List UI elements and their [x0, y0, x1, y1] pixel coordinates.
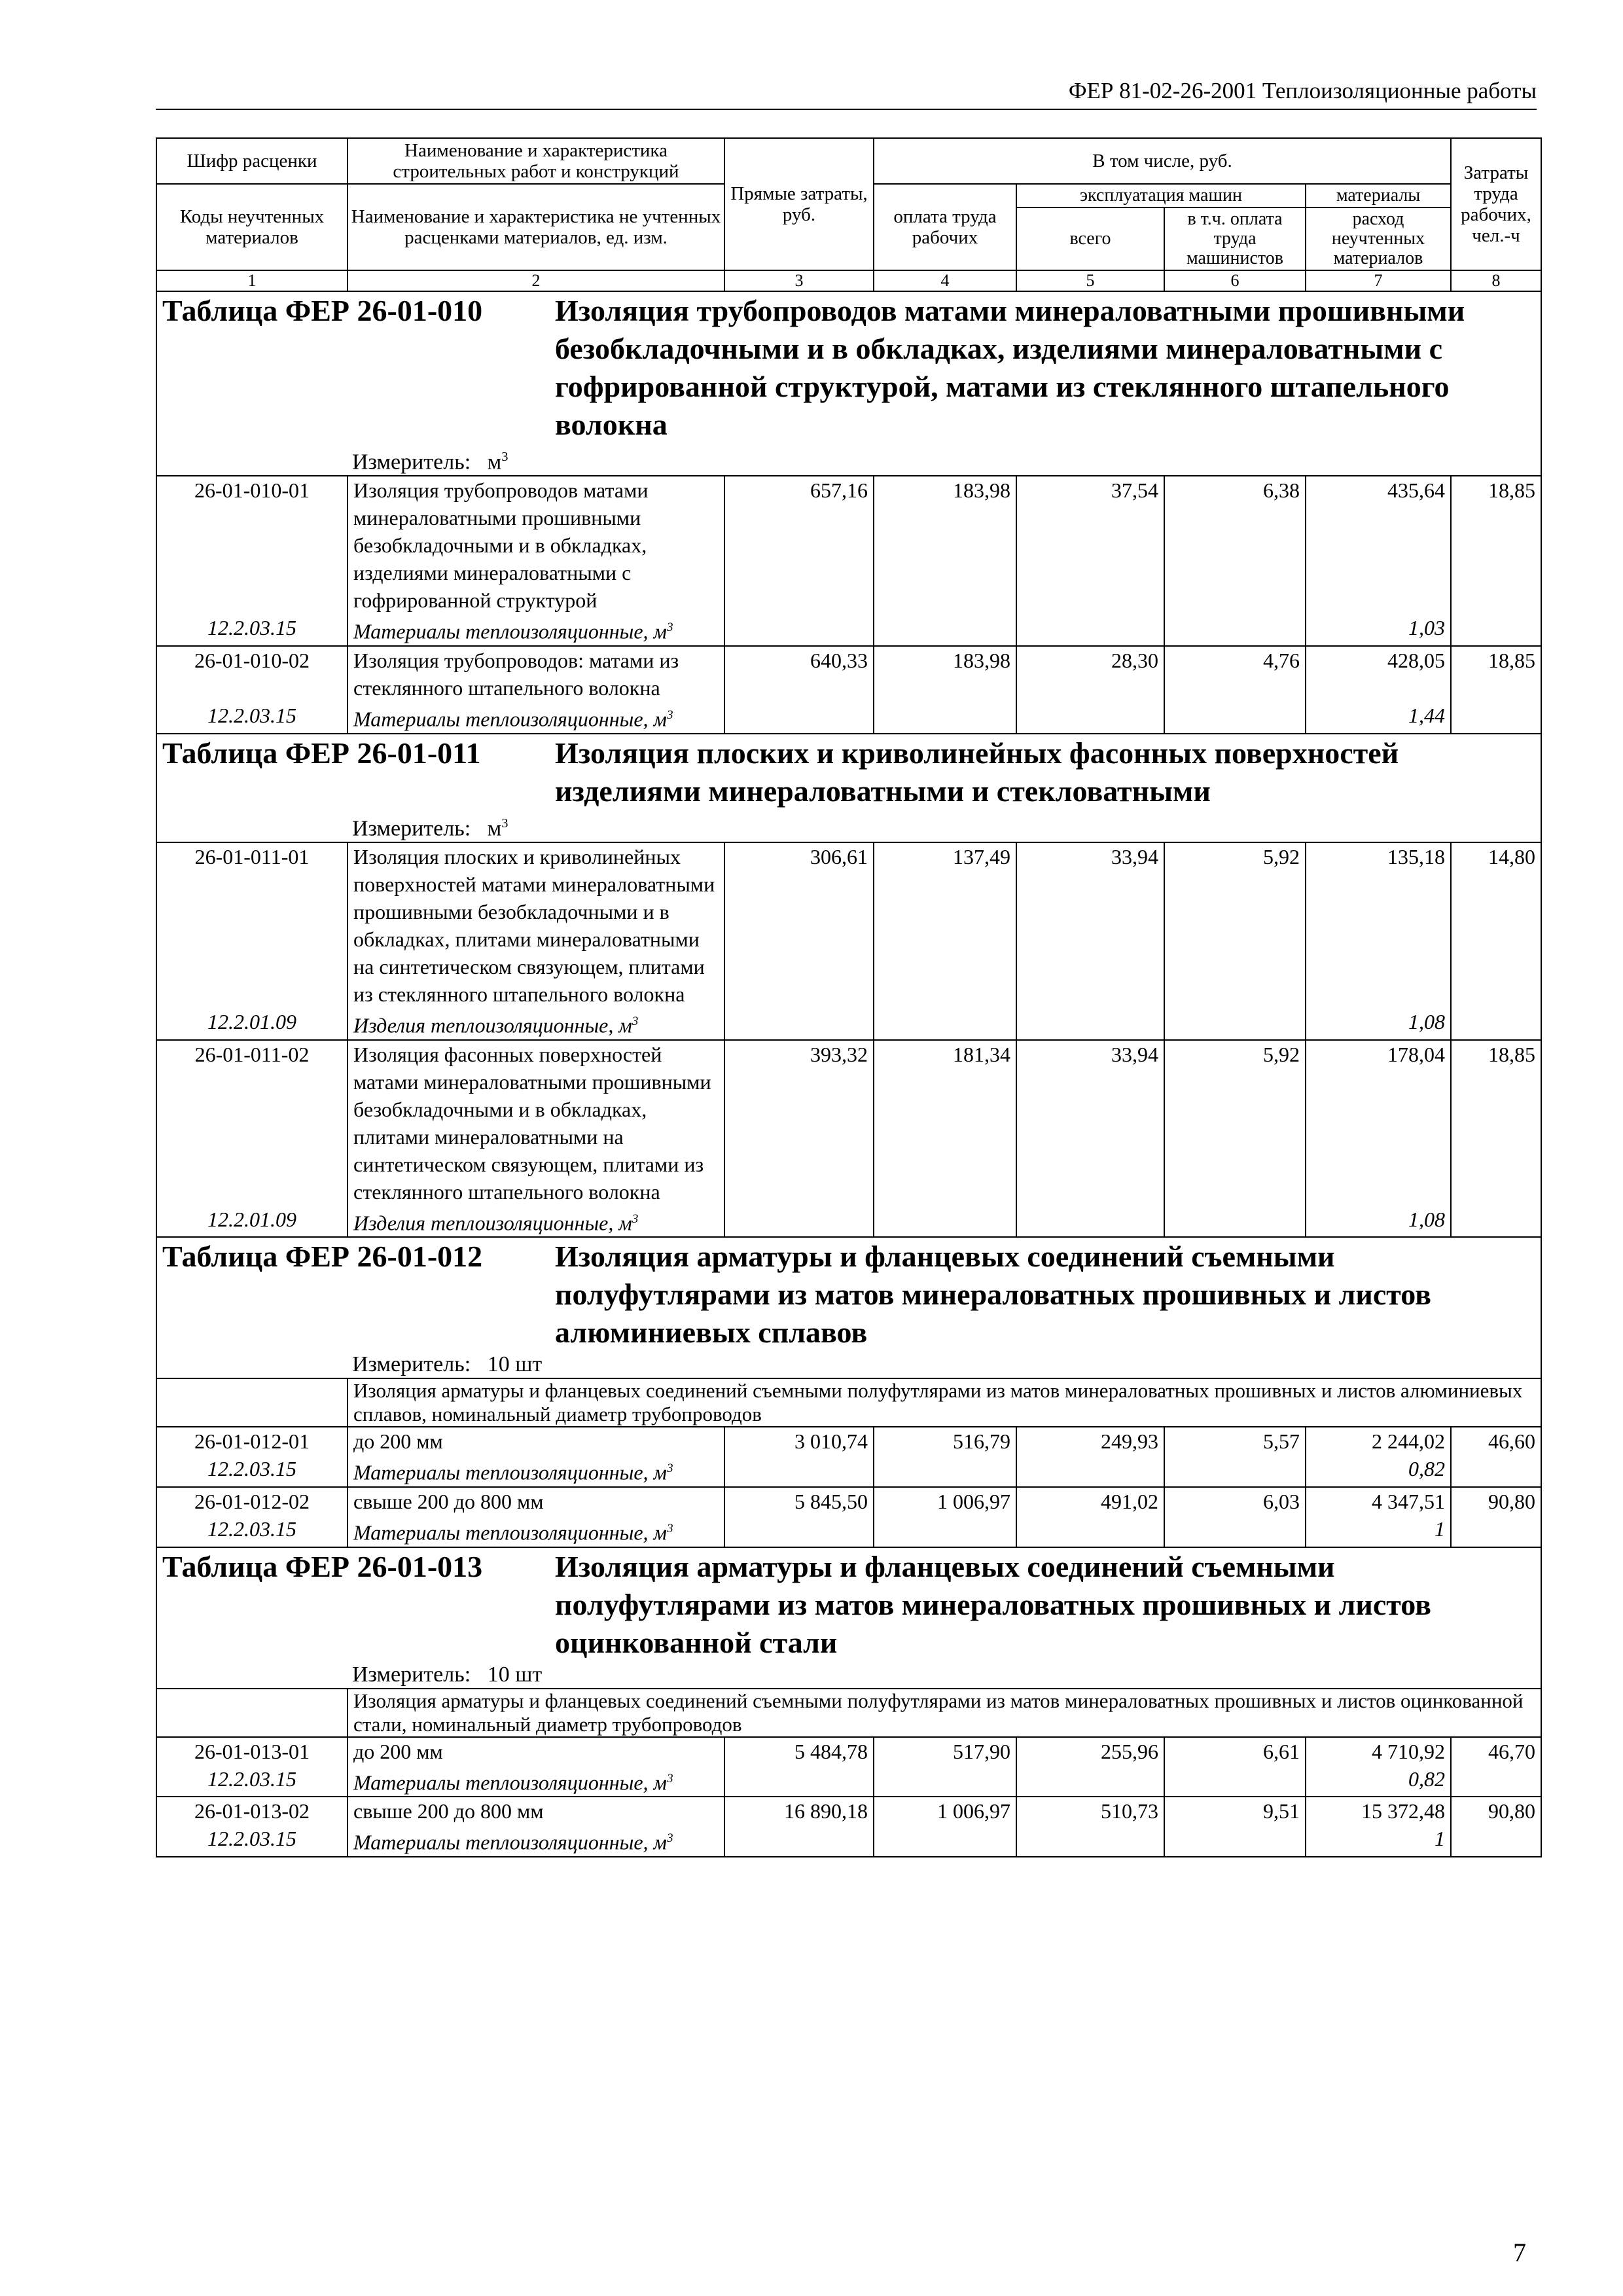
labor-hours: 18,85 — [1451, 1040, 1541, 1206]
group-description: Изоляция арматуры и фланцевых соединений съемными полуфутлярами из матов минераловатных прошивных и листов оцинкованной стали, номинальный диаметр трубопроводов — [348, 1689, 1541, 1737]
material-name — [348, 702, 724, 734]
header-incl: В том числе, руб. — [874, 138, 1451, 184]
table-row — [156, 1487, 1541, 1515]
material-qty: 0,82 — [1306, 1765, 1451, 1797]
measure-label: Измеритель: — [352, 816, 471, 840]
blank — [1016, 614, 1164, 646]
material-name — [348, 1765, 724, 1797]
blank — [1164, 1825, 1306, 1857]
rate-code: 26-01-013-02 — [156, 1797, 348, 1825]
rates-table — [156, 137, 1542, 1857]
direct-cost: 3 010,74 — [724, 1427, 874, 1455]
blank — [1451, 1008, 1541, 1040]
labor-pay: 1 006,97 — [874, 1487, 1016, 1515]
header-machines-incl: в т.ч. оплата труда машинистов — [1164, 207, 1306, 270]
material-unit-power: 3 — [632, 1211, 639, 1226]
blank — [874, 614, 1016, 646]
blank — [874, 1825, 1016, 1857]
material-unit-power: 3 — [666, 1521, 673, 1535]
measure-unit: 10 шт — [487, 1662, 543, 1687]
blank — [724, 1825, 874, 1857]
rate-name: Изоляция трубопроводов: матами из стеклянного штапельного волокна — [348, 646, 724, 702]
blank — [1451, 702, 1541, 734]
table-title-row — [156, 1547, 1541, 1689]
material-code: 12.2.03.15 — [156, 702, 348, 734]
table-title-row — [156, 291, 1541, 476]
table-row — [156, 476, 1541, 614]
table-number: Таблица ФЕР 26-01-010 — [162, 294, 483, 327]
table-number: Таблица ФЕР 26-01-012 — [162, 1240, 483, 1274]
material-name — [348, 1206, 724, 1238]
material-code: 12.2.03.15 — [156, 1455, 348, 1487]
material-row — [156, 1455, 1541, 1487]
rate-name: до 200 мм — [348, 1427, 724, 1455]
material-row — [156, 1765, 1541, 1797]
col-number: 8 — [1451, 270, 1541, 291]
direct-cost: 16 890,18 — [724, 1797, 874, 1825]
blank — [1164, 1455, 1306, 1487]
blank — [1164, 1515, 1306, 1547]
measure-label: Измеритель: — [352, 1662, 471, 1687]
labor-hours: 14,80 — [1451, 842, 1541, 1008]
labor-hours: 90,80 — [1451, 1487, 1541, 1515]
material-unit-power: 3 — [632, 1014, 639, 1028]
labor-hours: 90,80 — [1451, 1797, 1541, 1825]
labor-hours: 18,85 — [1451, 646, 1541, 702]
group-description: Изоляция арматуры и фланцевых соединений съемными полуфутлярами из матов минераловатных прошивных и листов алюминиевых сплавов, номинальный диаметр трубопроводов — [348, 1378, 1541, 1427]
measure-line — [157, 810, 1541, 842]
table-title-wrap — [157, 734, 1541, 810]
materials-cost: 15 372,48 — [1306, 1797, 1451, 1825]
direct-cost: 306,61 — [724, 842, 874, 1008]
measure-unit: м — [487, 816, 502, 840]
blank — [1164, 614, 1306, 646]
rate-code: 26-01-012-01 — [156, 1427, 348, 1455]
running-head: ФЕР 81-02-26-2001 Теплоизоляционные работы — [156, 73, 1537, 110]
blank — [1164, 1206, 1306, 1238]
col-number: 6 — [1164, 270, 1306, 291]
material-unit-power: 3 — [666, 708, 673, 722]
blank — [724, 1455, 874, 1487]
rate-code: 26-01-011-01 — [156, 842, 348, 1008]
table-row — [156, 1797, 1541, 1825]
blank — [1451, 1455, 1541, 1487]
material-name-text: Материалы теплоизоляционные, м — [353, 1830, 667, 1854]
machinist-pay: 9,51 — [1164, 1797, 1306, 1825]
material-qty: 1,44 — [1306, 702, 1451, 734]
measure-line — [157, 1662, 1541, 1688]
blank — [874, 702, 1016, 734]
table-heading: Изоляция плоских и криволинейных фасонных поверхностей изделиями минераловатными и стекловатными — [555, 736, 1399, 808]
blank — [724, 1515, 874, 1547]
material-code: 12.2.01.09 — [156, 1206, 348, 1238]
material-qty: 1 — [1306, 1825, 1451, 1857]
group-row — [156, 1378, 1541, 1427]
direct-cost: 657,16 — [724, 476, 874, 614]
material-code: 12.2.03.15 — [156, 1825, 348, 1857]
material-qty: 1,08 — [1306, 1206, 1451, 1238]
rate-name: Изоляция плоских и криволинейных поверхностей матами минераловатными прошивными безобкладочными и в обкладках, плитами минераловатными на синтетическом связующем, плитами из стеклянного штапельного волокна — [348, 842, 724, 1008]
blank — [874, 1515, 1016, 1547]
labor-pay: 1 006,97 — [874, 1797, 1016, 1825]
table-title-row — [156, 734, 1541, 842]
table-title — [156, 291, 1541, 476]
blank — [1016, 702, 1164, 734]
labor-hours: 46,70 — [1451, 1737, 1541, 1765]
table-heading: Изоляция арматуры и фланцевых соединений съемными полуфутлярами из матов минераловатных прошивных и листов алюминиевых сплавов — [555, 1240, 1431, 1350]
material-name-text: Материалы теплоизоляционные, м — [353, 707, 667, 731]
blank — [1451, 1765, 1541, 1797]
header-labor-pay: оплата труда рабочих — [874, 184, 1016, 270]
machinist-pay: 4,76 — [1164, 646, 1306, 702]
machines-total: 249,93 — [1016, 1427, 1164, 1455]
col-number: 5 — [1016, 270, 1164, 291]
material-qty: 1,03 — [1306, 614, 1451, 646]
labor-hours: 18,85 — [1451, 476, 1541, 614]
col-number: 4 — [874, 270, 1016, 291]
measure-unit: м — [487, 450, 502, 475]
machines-total: 33,94 — [1016, 842, 1164, 1008]
table-number: Таблица ФЕР 26-01-011 — [162, 736, 481, 770]
table-heading: Изоляция арматуры и фланцевых соединений съемными полуфутлярами из матов минераловатных прошивных и листов оцинкованной стали — [555, 1549, 1431, 1659]
measure-label: Измеритель: — [352, 1352, 471, 1377]
header-uncounted-name: Наименование и характеристика не учтенных расценками материалов, ед. изм. — [348, 184, 724, 270]
blank — [1451, 1825, 1541, 1857]
table-row — [156, 1040, 1541, 1206]
table-row — [156, 1427, 1541, 1455]
direct-cost: 5 845,50 — [724, 1487, 874, 1515]
labor-pay: 183,98 — [874, 646, 1016, 702]
materials-cost: 4 710,92 — [1306, 1737, 1451, 1765]
blank — [1016, 1765, 1164, 1797]
materials-cost: 178,04 — [1306, 1040, 1451, 1206]
header-direct: Прямые затраты, руб. — [724, 138, 874, 270]
table-title — [156, 1547, 1541, 1689]
header-uncounted-codes: Коды неучтенных материалов — [156, 184, 348, 270]
material-code: 12.2.03.15 — [156, 614, 348, 646]
blank — [1016, 1008, 1164, 1040]
blank — [1164, 1765, 1306, 1797]
material-unit-power: 3 — [666, 1831, 673, 1846]
table-title-row — [156, 1237, 1541, 1378]
material-row — [156, 1825, 1541, 1857]
col-number: 7 — [1306, 270, 1451, 291]
blank — [724, 614, 874, 646]
blank — [1016, 1515, 1164, 1547]
measure-line — [157, 1352, 1541, 1378]
header-labor-cost: Затраты труда рабочих, чел.-ч — [1451, 138, 1541, 270]
machines-total: 255,96 — [1016, 1737, 1164, 1765]
measure-line — [157, 444, 1541, 475]
group-blank — [156, 1378, 348, 1427]
col-number: 2 — [348, 270, 724, 291]
blank — [1016, 1825, 1164, 1857]
direct-cost: 393,32 — [724, 1040, 874, 1206]
material-code: 12.2.03.15 — [156, 1765, 348, 1797]
rate-name: Изоляция трубопроводов матами минераловатными прошивными безобкладочными и в обкладках, изделиями минераловатными с гофрированной структурой — [348, 476, 724, 614]
rate-code: 26-01-012-02 — [156, 1487, 348, 1515]
material-name-text: Материалы теплоизоляционные, м — [353, 1770, 667, 1795]
header-machines-total: всего — [1016, 207, 1164, 270]
material-row — [156, 1206, 1541, 1238]
direct-cost: 5 484,78 — [724, 1737, 874, 1765]
material-qty: 1,08 — [1306, 1008, 1451, 1040]
machines-total: 37,54 — [1016, 476, 1164, 614]
machines-total: 33,94 — [1016, 1040, 1164, 1206]
machinist-pay: 5,92 — [1164, 1040, 1306, 1206]
material-unit-power: 3 — [666, 1462, 673, 1476]
blank — [1016, 1206, 1164, 1238]
material-unit-power: 3 — [666, 620, 673, 635]
blank — [1451, 1206, 1541, 1238]
materials-cost: 428,05 — [1306, 646, 1451, 702]
material-name — [348, 1515, 724, 1547]
direct-cost: 640,33 — [724, 646, 874, 702]
machinist-pay: 6,38 — [1164, 476, 1306, 614]
rate-code: 26-01-010-02 — [156, 646, 348, 702]
material-row — [156, 1515, 1541, 1547]
material-name — [348, 614, 724, 646]
col-number: 3 — [724, 270, 874, 291]
rate-code: 26-01-010-01 — [156, 476, 348, 614]
table-row — [156, 646, 1541, 702]
col-number: 1 — [156, 270, 348, 291]
table-row — [156, 842, 1541, 1008]
material-row — [156, 702, 1541, 734]
table-row — [156, 1737, 1541, 1765]
table-heading: Изоляция трубопроводов матами минераловатными прошивными безобкладочными и в обкладках, изделиями минераловатными с гофрированной структурой, матами из стеклянного штапельного волокна — [555, 294, 1465, 441]
header-uncounted-qty: расход неучтенных материалов — [1306, 207, 1451, 270]
blank — [724, 702, 874, 734]
labor-pay: 137,49 — [874, 842, 1016, 1008]
labor-pay: 516,79 — [874, 1427, 1016, 1455]
material-name-text: Изделия теплоизоляционные, м — [353, 1211, 632, 1235]
labor-hours: 46,60 — [1451, 1427, 1541, 1455]
blank — [874, 1765, 1016, 1797]
blank — [874, 1206, 1016, 1238]
blank — [724, 1008, 874, 1040]
material-name — [348, 1825, 724, 1857]
labor-pay: 517,90 — [874, 1737, 1016, 1765]
blank — [1451, 614, 1541, 646]
table-title-wrap — [157, 292, 1541, 444]
material-code: 12.2.01.09 — [156, 1008, 348, 1040]
measure-unit-power: 3 — [501, 816, 508, 831]
rate-name: свыше 200 до 800 мм — [348, 1487, 724, 1515]
table-title-wrap — [157, 1548, 1541, 1662]
labor-pay: 183,98 — [874, 476, 1016, 614]
measure-unit-power: 3 — [501, 450, 508, 464]
machines-total: 510,73 — [1016, 1797, 1164, 1825]
material-name — [348, 1455, 724, 1487]
material-row — [156, 614, 1541, 646]
rate-code: 26-01-011-02 — [156, 1040, 348, 1206]
material-name-text: Материалы теплоизоляционные, м — [353, 1520, 667, 1545]
blank — [724, 1206, 874, 1238]
header-materials: материалы — [1306, 184, 1451, 207]
blank — [1164, 702, 1306, 734]
material-qty: 1 — [1306, 1515, 1451, 1547]
materials-cost: 435,64 — [1306, 476, 1451, 614]
header-name: Наименование и характеристика строительных работ и конструкций — [348, 138, 724, 184]
material-name-text: Материалы теплоизоляционные, м — [353, 1460, 667, 1484]
machinist-pay: 5,57 — [1164, 1427, 1306, 1455]
labor-pay: 181,34 — [874, 1040, 1016, 1206]
material-name — [348, 1008, 724, 1040]
blank — [1451, 1515, 1541, 1547]
table-title-wrap — [157, 1238, 1541, 1352]
material-qty: 0,82 — [1306, 1455, 1451, 1487]
blank — [724, 1765, 874, 1797]
blank — [874, 1455, 1016, 1487]
column-numbers — [156, 270, 1541, 291]
material-name-text: Изделия теплоизоляционные, м — [353, 1013, 632, 1037]
material-unit-power: 3 — [666, 1771, 673, 1785]
machines-total: 28,30 — [1016, 646, 1164, 702]
rate-name: свыше 200 до 800 мм — [348, 1797, 724, 1825]
materials-cost: 2 244,02 — [1306, 1427, 1451, 1455]
blank — [1164, 1008, 1306, 1040]
blank — [874, 1008, 1016, 1040]
machinist-pay: 5,92 — [1164, 842, 1306, 1008]
materials-cost: 135,18 — [1306, 842, 1451, 1008]
measure-label: Измеритель: — [352, 450, 471, 475]
blank — [1016, 1455, 1164, 1487]
header-code: Шифр расценки — [156, 138, 348, 184]
group-row — [156, 1689, 1541, 1737]
page-number: 7 — [1513, 2238, 1526, 2267]
rate-name: до 200 мм — [348, 1737, 724, 1765]
machinist-pay: 6,61 — [1164, 1737, 1306, 1765]
table-title — [156, 1237, 1541, 1378]
material-code: 12.2.03.15 — [156, 1515, 348, 1547]
materials-cost: 4 347,51 — [1306, 1487, 1451, 1515]
rate-name: Изоляция фасонных поверхностей матами минераловатными прошивными безобкладочными и в обкладках, плитами минераловатными на синтетическом связующем, плитами из стеклянного штапельного волокна — [348, 1040, 724, 1206]
machines-total: 491,02 — [1016, 1487, 1164, 1515]
table-number: Таблица ФЕР 26-01-013 — [162, 1549, 483, 1583]
measure-unit: 10 шт — [487, 1352, 543, 1377]
machinist-pay: 6,03 — [1164, 1487, 1306, 1515]
header-machines: эксплуатация машин — [1016, 184, 1306, 207]
group-blank — [156, 1689, 348, 1737]
table-title — [156, 734, 1541, 842]
rate-code: 26-01-013-01 — [156, 1737, 348, 1765]
material-row — [156, 1008, 1541, 1040]
material-name-text: Материалы теплоизоляционные, м — [353, 619, 667, 643]
